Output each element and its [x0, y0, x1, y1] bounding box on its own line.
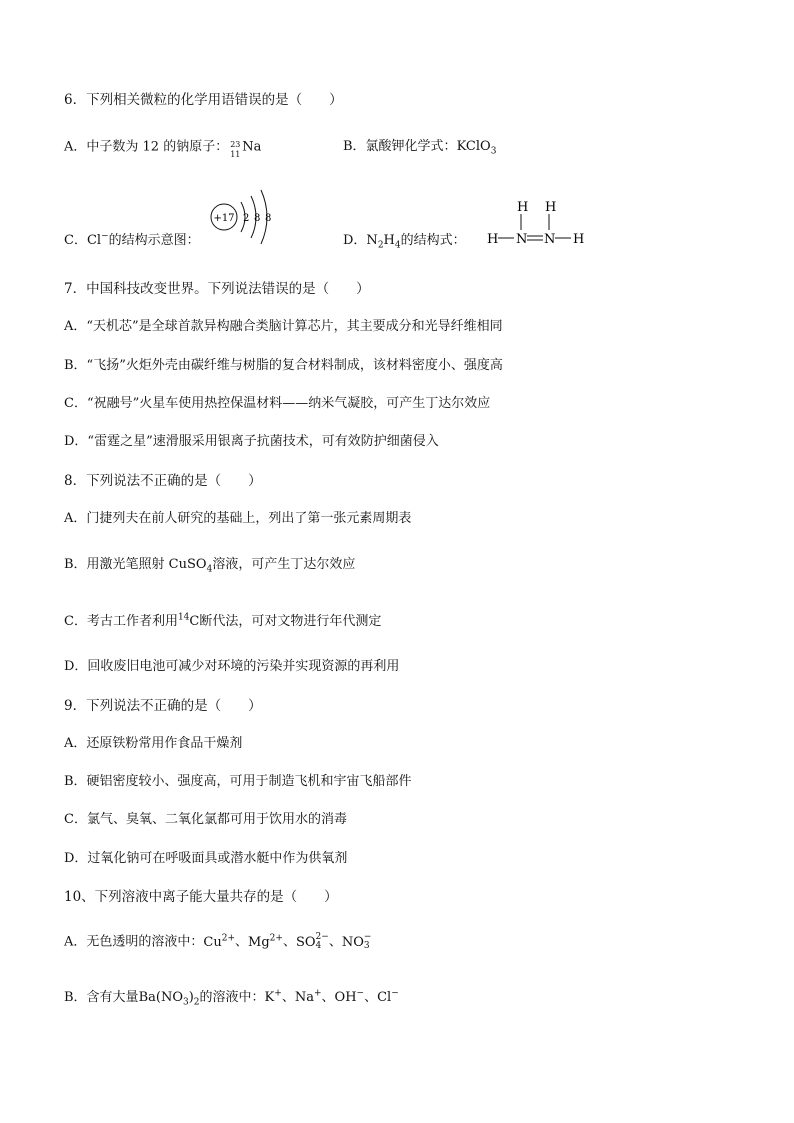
q8-stem: 8．下列说法不正确的是（ ）	[64, 473, 262, 489]
q7-option-c: C．“祝融号”火星车使用热控保温材料——纳米气凝胶，可产生丁达尔效应	[64, 396, 491, 411]
ion: NO − 3	[341, 932, 372, 951]
q9-stem: 9．下列说法不正确的是（ ）	[64, 698, 262, 714]
atom-n-left: N	[516, 232, 528, 247]
q6-option-c: C．Cl−的结构示意图：	[64, 231, 200, 248]
q8-option-b: B．用激光笔照射 CuSO$_4$溶液，可产生丁达尔效应	[64, 557, 356, 575]
atom-h-right: H	[573, 232, 585, 247]
q9-option-a: A．还原铁粉常用作食品干燥剂	[64, 736, 243, 751]
ion-separator: 、	[364, 990, 378, 1005]
barium-nitrate: $Ba(NO_3)_2$	[138, 990, 200, 1008]
ion: Na+	[294, 988, 322, 1005]
nucleus-charge: +17	[213, 213, 235, 224]
q6-option-d: D．$N_2H_4$的结构式：	[343, 233, 466, 251]
q8-option-d: D．回收废旧电池可减少对环境的污染并实现资源的再利用	[64, 659, 400, 674]
q10-option-b: B．含有大量$Ba(NO_3)_2$的溶液中：K+、Na+、OH−、Cl−	[64, 988, 399, 1008]
q6-option-b: B．氯酸钾化学式：KClO$_3$	[343, 139, 497, 157]
ion-separator: 、	[235, 934, 249, 950]
q6-stem: 6．下列相关微粒的化学用语错误的是（ ）	[64, 92, 343, 108]
q7-stem: 7．中国科技改变世界。下列说法错误的是（ ）	[64, 281, 370, 297]
q10-stem: 10、下列溶液中离子能大量共存的是（ ）	[64, 889, 338, 905]
shell-3-electrons: 8	[265, 213, 272, 224]
q8-option-c: C．考古工作者利用$^{14}$C断代法，可对文物进行年代测定	[64, 612, 382, 629]
ion: OH−	[334, 988, 365, 1005]
ion: $Cu^{2+}$	[203, 933, 235, 950]
ion-separator: 、	[282, 934, 296, 950]
q9-option-d: D．过氧化钠可在呼吸面具或潜水艇中作为供氧剂	[64, 851, 348, 866]
q8-option-a: A．门捷列夫在前人研究的基础上，列出了第一张元素周期表	[64, 511, 412, 526]
ion-separator: 、	[321, 990, 335, 1005]
q9-option-c: C．氯气、臭氧、二氧化氯都可用于饮用水的消毒	[64, 812, 347, 827]
hydrazine-structural-formula	[484, 196, 594, 252]
shell-1-electrons: 2	[243, 213, 250, 224]
chloride-ion-structure-diagram	[205, 186, 285, 248]
ion: SO 2− 4	[295, 932, 329, 951]
ion-separator: 、	[281, 990, 295, 1005]
atom-h-top-right: H	[545, 200, 557, 215]
ion: Cl−	[377, 988, 399, 1005]
q7-option-a: A．“天机芯”是全球首款异构融合类脑计算芯片，其主要成分和光导纤维相同	[64, 319, 503, 334]
atom-h-left: H	[487, 232, 499, 247]
ion: K+	[264, 988, 282, 1005]
ion-list-b	[265, 990, 399, 1005]
q10-option-a: A．无色透明的溶液中：$Cu^{2+}$、$Mg^{2+}$、SO 2− 4 、NO − 3	[64, 932, 372, 951]
q6-option-a: A．中子数为 12 的钠原子： 23 11 Na	[64, 139, 262, 159]
atom-h-top-left: H	[517, 200, 529, 215]
shell-2-electrons: 8	[254, 213, 261, 224]
q7-option-b: B．“飞扬”火炬外壳由碳纤维与树脂的复合材料制成，该材料密度小、强度高	[64, 358, 503, 373]
q7-option-d: D．“雷霆之星”速滑服采用银离子抗菌技术，可有效防护细菌侵入	[64, 434, 439, 449]
ion: $Mg^{2+}$	[248, 933, 283, 950]
q9-option-b: B．硬铝密度较小、强度高，可用于制造飞机和宇宙飞船部件	[64, 774, 412, 789]
sodium-isotope: 23 11	[230, 140, 241, 159]
atom-n-right: N	[544, 232, 556, 247]
ion-separator: 、	[328, 934, 342, 950]
